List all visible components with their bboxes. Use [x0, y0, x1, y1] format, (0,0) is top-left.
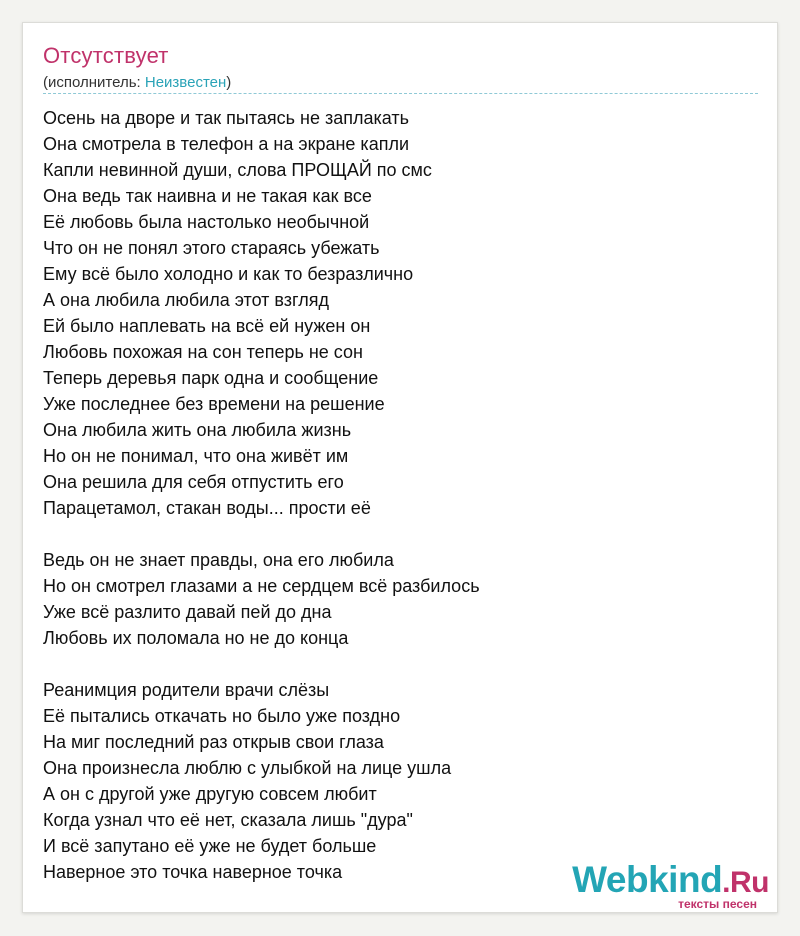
lyric-line: А он с другой уже другую совсем любит: [43, 784, 377, 804]
lyric-line: Но он смотрел глазами а не сердцем всё разбилось: [43, 576, 480, 596]
lyric-line: Она произнесла люблю с улыбкой на лице ушла: [43, 758, 452, 778]
lyric-line: Ей было наплевать на всё ей нужен он: [43, 316, 371, 336]
lyric-line: Любовь их поломала но не до конца: [43, 628, 349, 648]
artist-prefix: (исполнитель:: [43, 74, 145, 91]
artist-link[interactable]: Неизвестен: [144, 74, 227, 91]
logo-main-text: Webkind: [572, 859, 723, 900]
lyric-line: Её пытались откачать но было уже поздно: [43, 706, 401, 726]
lyric-line: Наверное это точка наверное точка: [43, 862, 343, 882]
lyric-line: Любовь похожая на сон теперь не сон: [43, 342, 363, 362]
artist-suffix: ): [226, 74, 232, 91]
lyrics-body: [43, 105, 758, 911]
lyric-line: Она решила для себя отпустить его: [43, 472, 344, 492]
lyric-line: Теперь деревья парк одна и сообщение: [43, 368, 379, 388]
lyric-line: Она любила жить она любила жизнь: [43, 420, 352, 440]
lyric-line: Когда узнал что её нет, сказала лишь "дура": [43, 810, 413, 830]
artist-line: [43, 74, 231, 91]
logo-tld-text: .Ru: [722, 866, 769, 899]
song-title: Отсутствует: [43, 43, 169, 68]
lyric-line: Но он не понимал, что она живёт им: [43, 446, 349, 466]
lyric-line: Ведь он не знает правды, она его любила: [43, 550, 394, 570]
lyric-line: Она ведь так наивна и не такая как все: [43, 186, 372, 206]
lyric-line: Её любовь была настолько необычной: [43, 212, 370, 232]
lyric-line: Что он не понял этого стараясь убежать: [43, 238, 380, 258]
lyric-line: Парацетамол, стакан воды... прости её: [43, 498, 371, 518]
lyrics-stanza: [43, 547, 758, 651]
lyrics-stanza: [43, 105, 758, 521]
lyric-line: Ему всё было холодно и как то безразлично: [43, 264, 414, 284]
lyric-line: А она любила любила этот взгляд: [43, 290, 329, 310]
lyric-line: И всё запутано её уже не будет больше: [43, 836, 377, 856]
lyric-line: Уже последнее без времени на решение: [43, 394, 385, 414]
lyric-line: Уже всё разлито давай пей до дна: [43, 602, 332, 622]
logo-wordmark: [572, 861, 769, 902]
title-divider: [43, 93, 758, 94]
logo-tagline: тексты песен: [678, 897, 757, 911]
lyrics-stanza: [43, 677, 758, 885]
lyric-line: Она смотрела в телефон а на экране капли: [43, 134, 410, 154]
lyric-line: Капли невинной души, слова ПРОЩАЙ по смс: [43, 160, 432, 180]
lyric-line: Реанимция родители врачи слёзы: [43, 680, 330, 700]
lyric-line: Осень на дворе и так пытаясь не заплакать: [43, 108, 410, 128]
lyrics-card: [22, 22, 778, 913]
site-logo[interactable]: [572, 861, 769, 910]
lyric-line: На миг последний раз открыв свои глаза: [43, 732, 384, 752]
